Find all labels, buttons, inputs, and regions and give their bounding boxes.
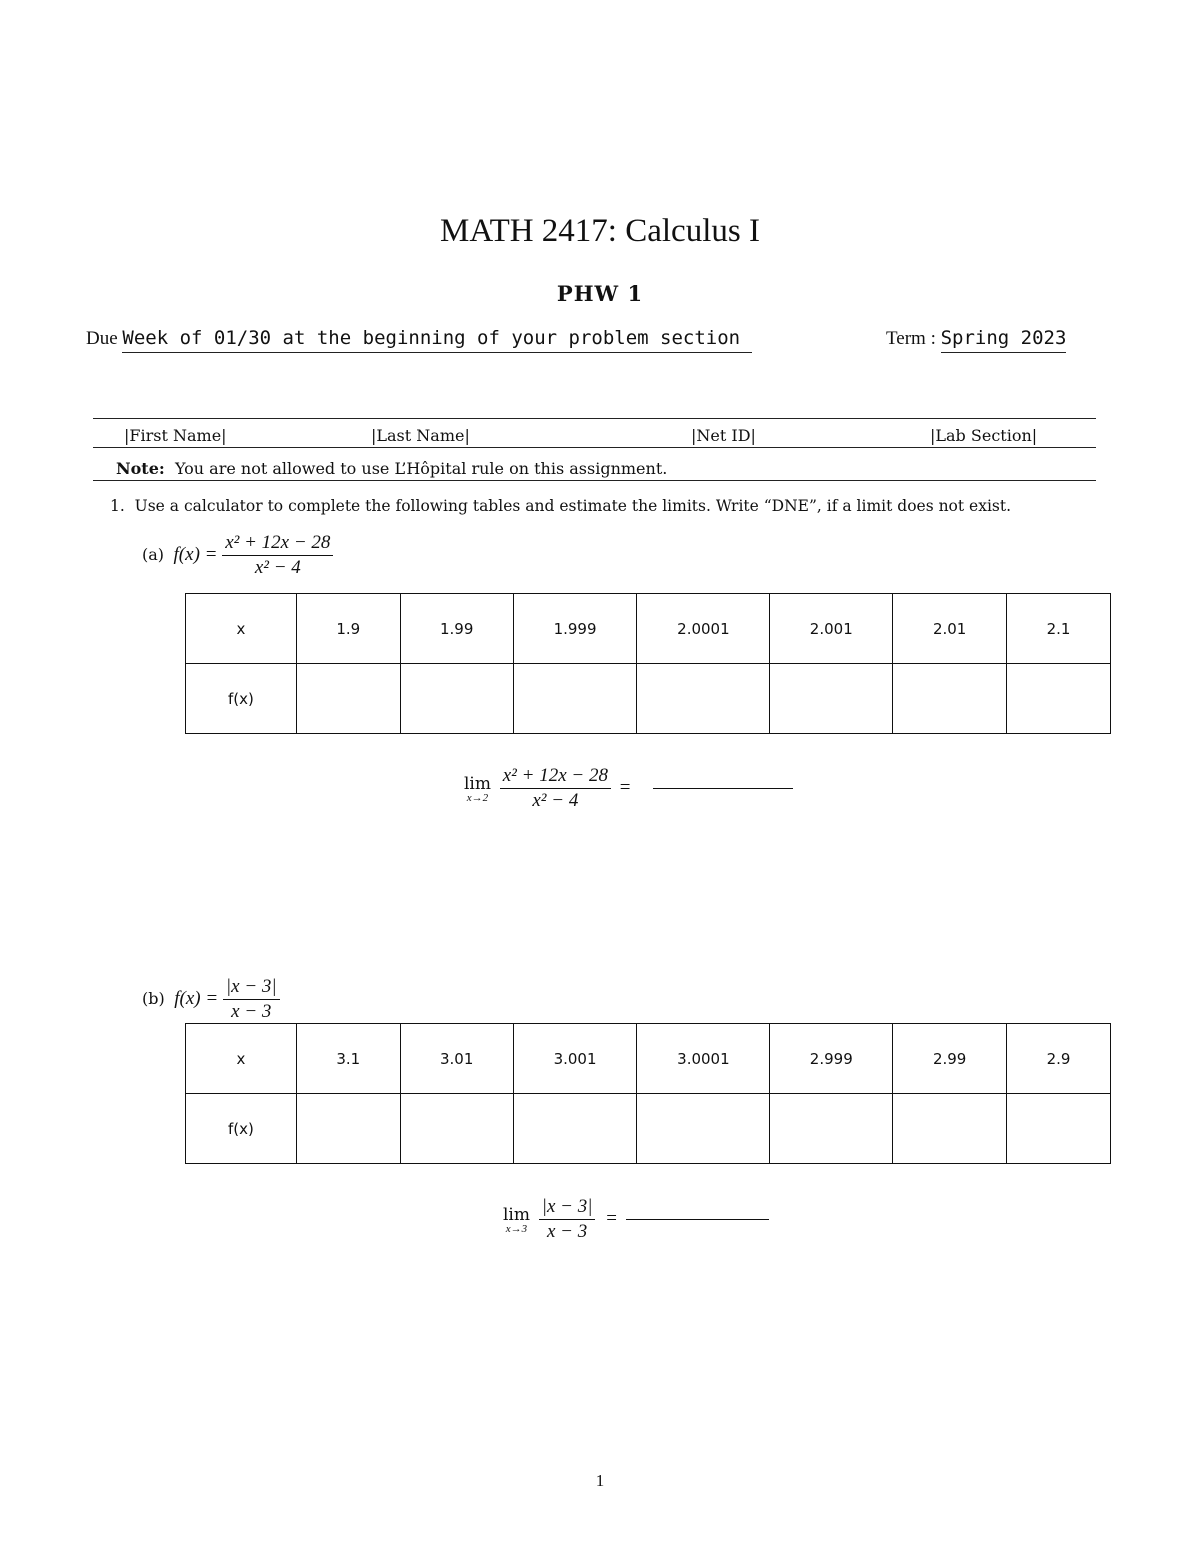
page-title: MATH 2417: Calculus I: [440, 213, 760, 249]
part-b-fraction: [223, 976, 280, 1023]
x-value-cell: 2.01: [893, 594, 1007, 664]
lim-word: lim: [464, 773, 491, 794]
fx-blank-cell[interactable]: [296, 1094, 400, 1164]
fx-blank-cell[interactable]: [1007, 664, 1111, 734]
table-row-fx: [186, 1094, 1111, 1164]
lim-word: lim: [503, 1204, 530, 1225]
part-b-numerator: |x − 3|: [223, 976, 280, 1000]
row-label-x: x: [186, 1024, 297, 1094]
x-value-cell: 1.9: [296, 594, 400, 664]
part-a-answer-blank[interactable]: [653, 788, 793, 789]
problem-instruction: [110, 497, 1011, 515]
equals-sign: =: [606, 1207, 617, 1229]
first-name-field: |First Name|: [124, 426, 227, 445]
table-row-x: [186, 1024, 1111, 1094]
fx-blank-cell[interactable]: [513, 1094, 637, 1164]
fx-blank-cell[interactable]: [400, 1094, 513, 1164]
row-label-x: x: [186, 594, 297, 664]
x-value-cell: 3.01: [400, 1024, 513, 1094]
lim-subscript: x→3: [505, 1222, 528, 1235]
table-row-x: [186, 594, 1111, 664]
table-row-fx: [186, 664, 1111, 734]
due-value: Week of 01/30 at the beginning of your problem section: [122, 327, 752, 353]
rule-middle: [93, 447, 1096, 448]
problem-number: 1.: [110, 497, 125, 515]
part-b-answer-blank[interactable]: [626, 1219, 769, 1220]
part-b-table: [185, 1023, 1111, 1164]
fx-blank-cell[interactable]: [513, 664, 637, 734]
page-number: 1: [595, 1471, 605, 1490]
fx-blank-cell[interactable]: [1007, 1094, 1111, 1164]
row-label-fx: f(x): [186, 1094, 297, 1164]
limit-denominator: x² − 4: [532, 790, 579, 811]
x-value-cell: 3.0001: [637, 1024, 770, 1094]
net-id-field: |Net ID|: [691, 426, 756, 445]
part-b-lim-operator: [503, 1205, 530, 1235]
fx-blank-cell[interactable]: [893, 664, 1007, 734]
part-a-limit-fraction: [500, 765, 611, 812]
fx-blank-cell[interactable]: [770, 1094, 893, 1164]
x-value-cell: 2.0001: [637, 594, 770, 664]
x-value-cell: 1.99: [400, 594, 513, 664]
rule-bottom: [93, 480, 1096, 481]
part-a-label: (a): [142, 544, 165, 564]
fx-blank-cell[interactable]: [296, 664, 400, 734]
x-value-cell: 2.1: [1007, 594, 1111, 664]
part-a-denominator: x² − 4: [254, 557, 301, 578]
part-a-numerator: x² + 12x − 28: [222, 532, 333, 556]
part-b-label: (b): [142, 988, 165, 1008]
due-label: Due: [86, 328, 118, 349]
x-value-cell: 1.999: [513, 594, 637, 664]
x-value-cell: 2.001: [770, 594, 893, 664]
row-label-fx: f(x): [186, 664, 297, 734]
note-label: Note:: [116, 459, 165, 478]
term-value: Spring 2023: [941, 327, 1067, 353]
limit-numerator: |x − 3|: [539, 1196, 596, 1220]
part-b-denominator: x − 3: [231, 1001, 272, 1022]
part-b-function: [142, 976, 280, 1023]
lim-subscript: x→2: [466, 791, 489, 804]
fx-blank-cell[interactable]: [400, 664, 513, 734]
part-b-lhs: f(x) =: [174, 987, 219, 1009]
note-text: You are not allowed to use L’Hôpital rule on this assignment.: [174, 459, 668, 478]
part-a-lim-operator: [464, 774, 491, 804]
due-line: [86, 327, 752, 350]
part-a-function: [142, 532, 333, 579]
x-value-cell: 3.1: [296, 1024, 400, 1094]
part-a-fraction: [222, 532, 333, 579]
fx-blank-cell[interactable]: [770, 664, 893, 734]
lab-section-field: |Lab Section|: [930, 426, 1038, 445]
part-a-lhs: f(x) =: [173, 543, 218, 565]
last-name-field: |Last Name|: [371, 426, 470, 445]
x-value-cell: 2.999: [770, 1024, 893, 1094]
equals-sign: =: [619, 776, 631, 798]
term-line: [886, 327, 1066, 350]
limit-denominator: x − 3: [546, 1221, 588, 1242]
part-b-limit-fraction: [539, 1196, 596, 1243]
assignment-subtitle: PHW 1: [556, 281, 644, 306]
part-b-limit: [503, 1196, 769, 1243]
term-label: Term :: [886, 328, 936, 349]
fx-blank-cell[interactable]: [637, 1094, 770, 1164]
note: [116, 459, 667, 478]
fx-blank-cell[interactable]: [637, 664, 770, 734]
x-value-cell: 2.99: [893, 1024, 1007, 1094]
problem-instruction-text: Use a calculator to complete the following tables and estimate the limits. Write “DNE”, if a limit does not exist.: [134, 497, 1012, 515]
x-value-cell: 3.001: [513, 1024, 637, 1094]
rule-top: [93, 418, 1096, 419]
part-a-limit: [464, 765, 793, 812]
x-value-cell: 2.9: [1007, 1024, 1111, 1094]
limit-numerator: x² + 12x − 28: [500, 765, 611, 789]
fx-blank-cell[interactable]: [893, 1094, 1007, 1164]
part-a-table: [185, 593, 1111, 734]
